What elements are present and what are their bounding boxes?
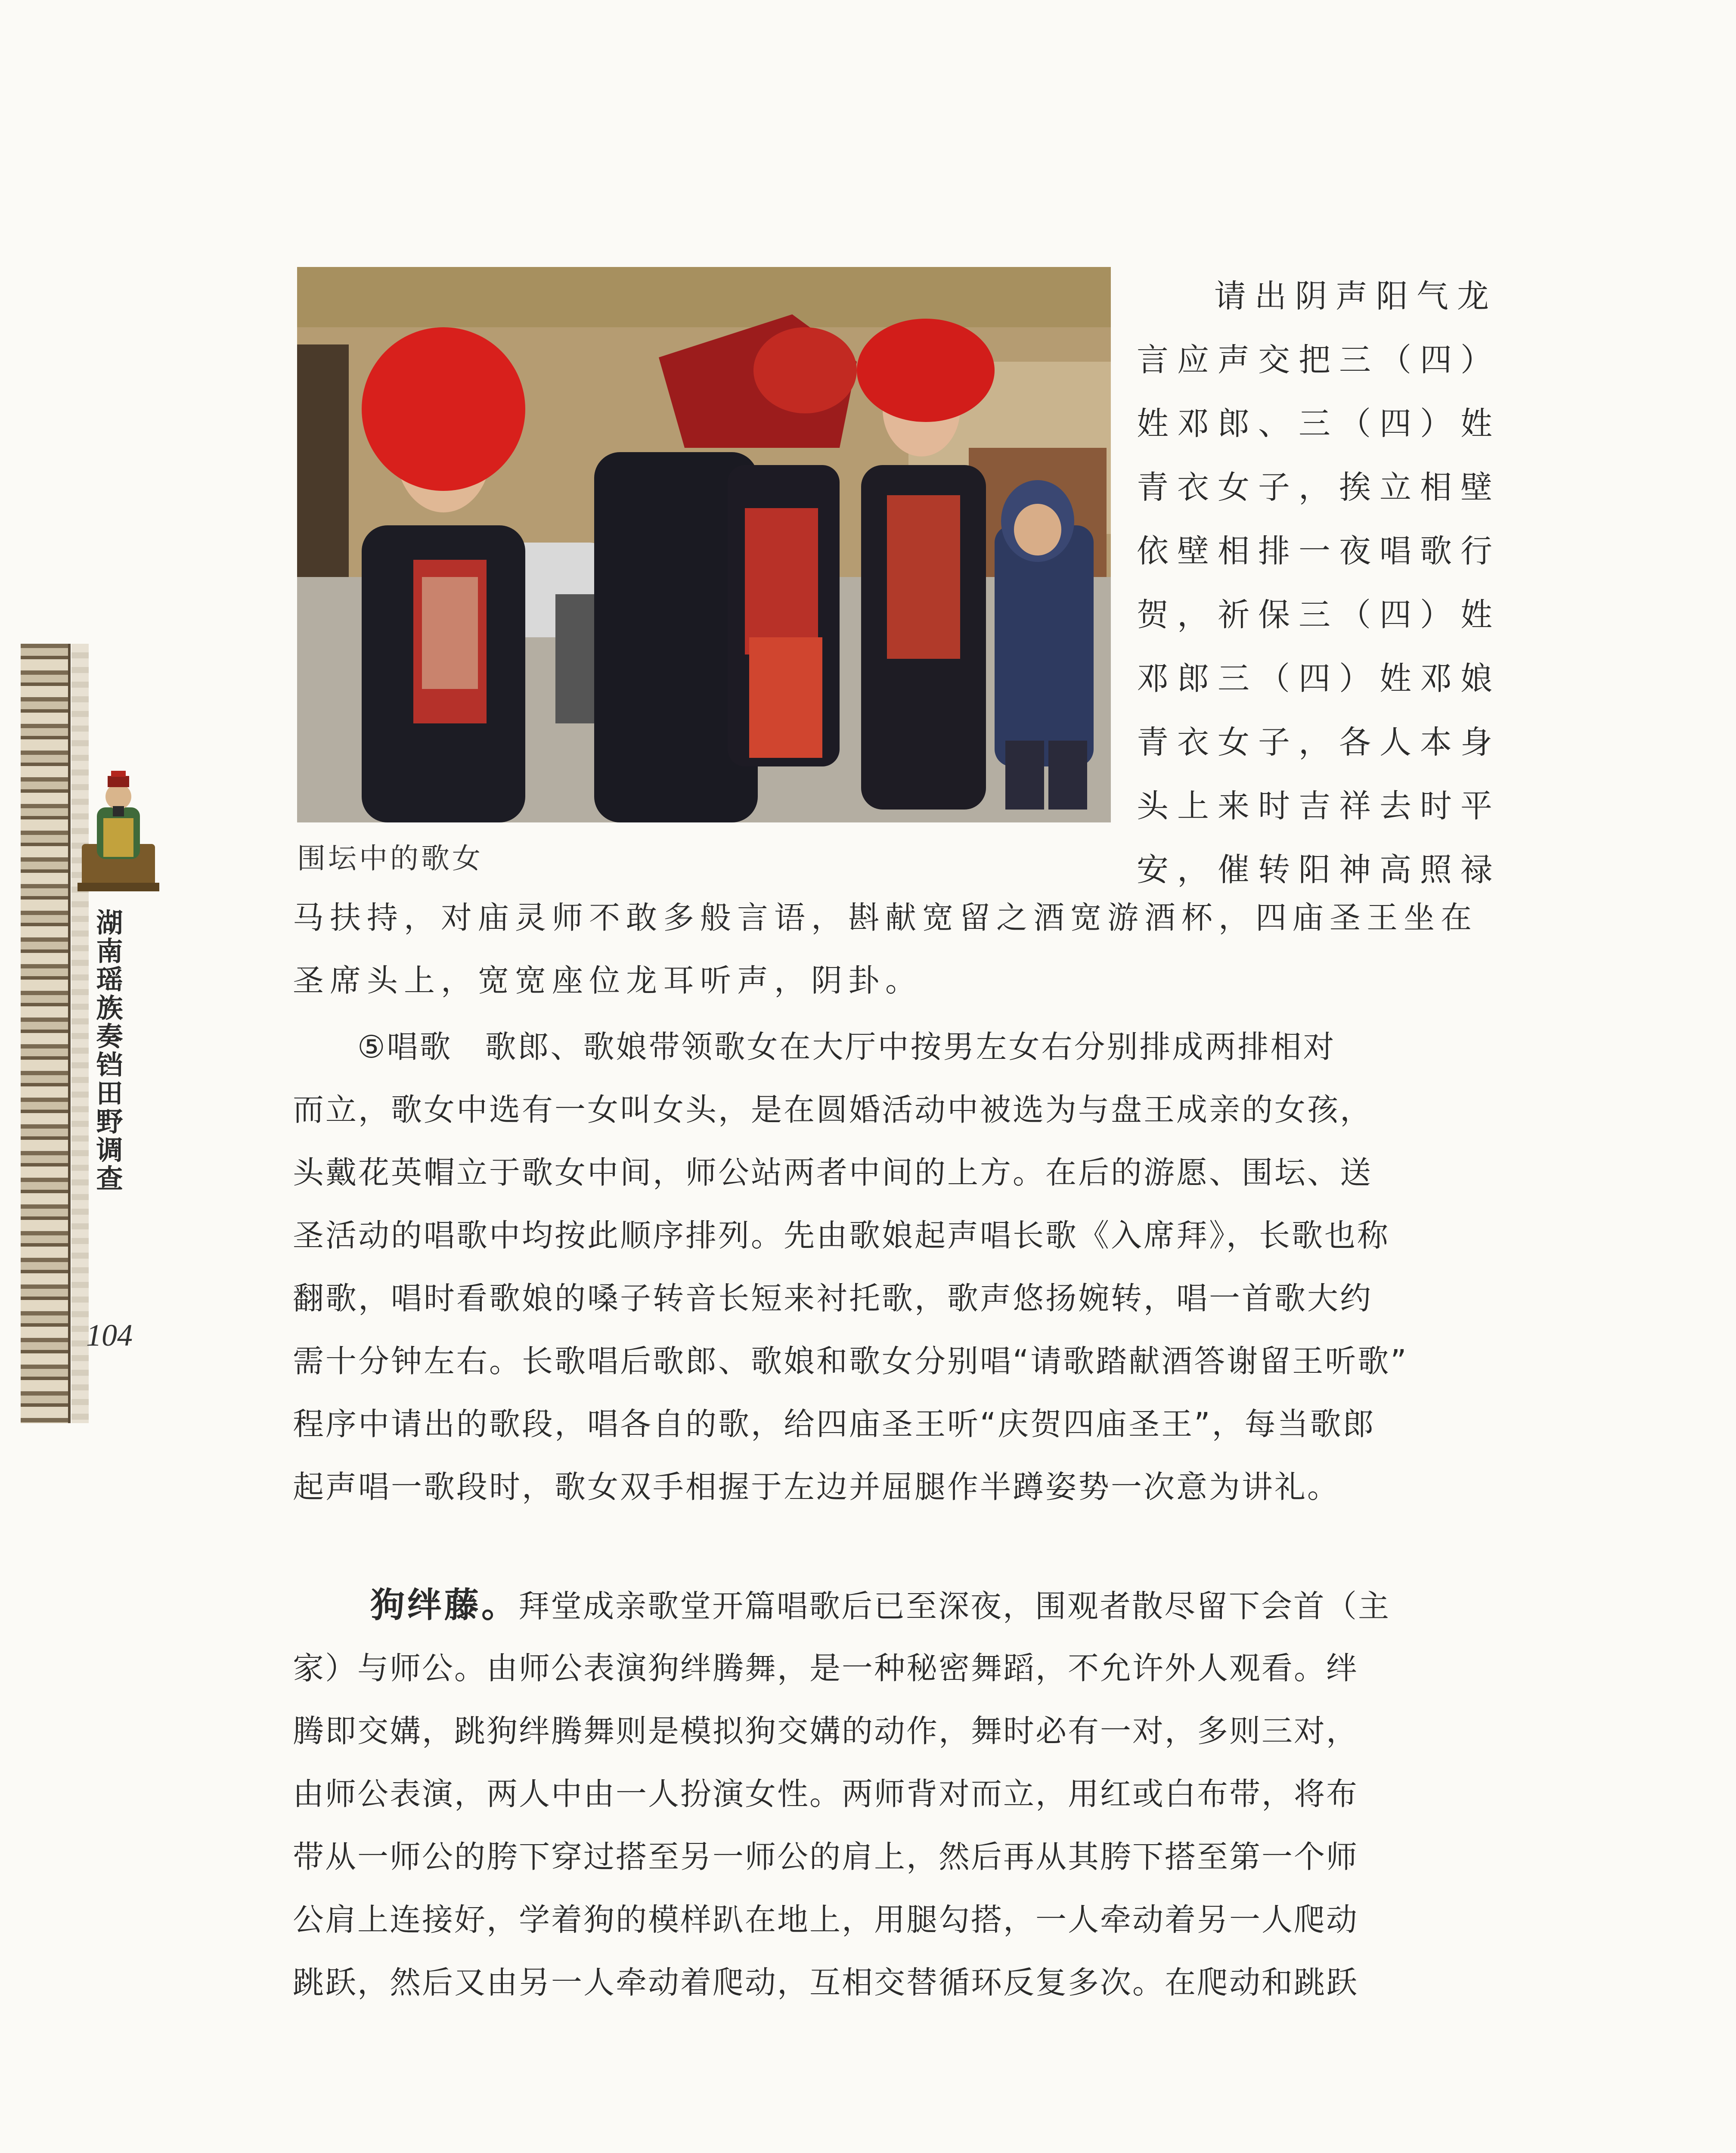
text-line: 马扶持，对庙灵师不敢多般言语，斟献宽留之酒宽游酒杯，四庙圣王坐在 xyxy=(293,900,1478,936)
text-line: 需十分钟左右。长歌唱后歌郎、歌娘和歌女分别唱“请歌踏献酒答谢留王听歌” xyxy=(293,1343,1408,1379)
text-line: 公肩上连接好，学着狗的模样趴在地上，用腿勾搭，一人牵动着另一人爬动 xyxy=(293,1902,1359,1938)
paragraph-singing xyxy=(293,1015,1494,1518)
text-line: 圣席头上，宽宽座位龙耳听声，阴卦。 xyxy=(293,962,923,999)
text-line: 姓邓郎、三（四）姓 xyxy=(1137,405,1501,442)
text-line: 安，催转阳神高照禄 xyxy=(1137,851,1501,888)
book-title: 湖南瑶族奏铛田野调查 xyxy=(92,909,123,1193)
text-line: 跳跃，然后又由另一人牵动着爬动，互相交替循环反复多次。在爬动和跳跃 xyxy=(293,1964,1359,2001)
text-line: 由师公表演，两人中由一人扮演女性。两师背对而立，用红或白布带，将布 xyxy=(293,1776,1359,1812)
text-line: 起声唱一歌段时，歌女双手相握于左边并屈腿作半蹲姿势一次意为讲礼。 xyxy=(293,1469,1340,1505)
text-line: 而立，歌女中选有一女叫女头，是在圆婚活动中被选为与盘王成亲的女孩， xyxy=(293,1092,1373,1128)
text-line: 带从一师公的胯下穿过搭至另一师公的肩上，然后再从其胯下搭至第一个师 xyxy=(293,1839,1359,1875)
text-line: 家）与师公。由师公表演狗绊腾舞，是一种秘密舞蹈，不允许外人观看。绊 xyxy=(293,1650,1359,1686)
text-line: 邓郎三（四）姓邓娘 xyxy=(1137,660,1501,697)
paragraph-incantation xyxy=(293,886,1494,1012)
ornamental-border xyxy=(21,644,71,1423)
page-number: 104 xyxy=(86,1318,133,1353)
text-line: 圣活动的唱歌中均按此顺序排列。先由歌娘起声唱长歌《入席拜》，长歌也称 xyxy=(293,1217,1390,1253)
text-line xyxy=(293,1574,1494,1637)
deity-figurine-icon xyxy=(73,766,164,896)
text-line: 言应声交把三（四） xyxy=(1137,341,1501,378)
text-line: 翻歌，唱时看歌娘的嗓子转音长短来衬托歌，歌声悠扬婉转，唱一首歌大约 xyxy=(293,1280,1373,1316)
text-line: 请出阴声阳气龙 xyxy=(1214,278,1497,315)
text-line: 依壁相排一夜唱歌行 xyxy=(1137,533,1501,570)
text-line: 腾即交媾，跳狗绊腾舞则是模拟狗交媾的动作，舞时必有一对，多则三对， xyxy=(293,1713,1359,1749)
text-line: 青衣女子，挨立相壁 xyxy=(1137,469,1501,506)
photo-singing-girls xyxy=(297,267,1111,822)
side-text xyxy=(1137,264,1501,902)
section-heading: 狗绊藤。 xyxy=(370,1585,518,1625)
text-line: 贺，祈保三（四）姓 xyxy=(1137,596,1501,633)
text-line: ⑤唱歌 歌郎、歌娘带领歌女在大厅中按男左女右分别排成两排相对 xyxy=(357,1029,1336,1065)
text-line: 头戴花英帽立于歌女中间，师公站两者中间的上方。在后的游愿、围坛、送 xyxy=(293,1154,1373,1191)
text-line-rest: 拜堂成亲歌堂开篇唱歌后已至深夜，围观者散尽留下会首（主 xyxy=(518,1588,1391,1624)
text-line: 程序中请出的歌段，唱各自的歌，给四庙圣王听“庆贺四庙圣王”，每当歌郎 xyxy=(293,1406,1376,1442)
paragraph-dog-vine-dance xyxy=(293,1574,1494,2014)
photo-caption: 围坛中的歌女 xyxy=(297,842,483,875)
text-line: 头上来时吉祥去时平 xyxy=(1137,788,1501,825)
text-line: 青衣女子，各人本身 xyxy=(1137,724,1501,761)
